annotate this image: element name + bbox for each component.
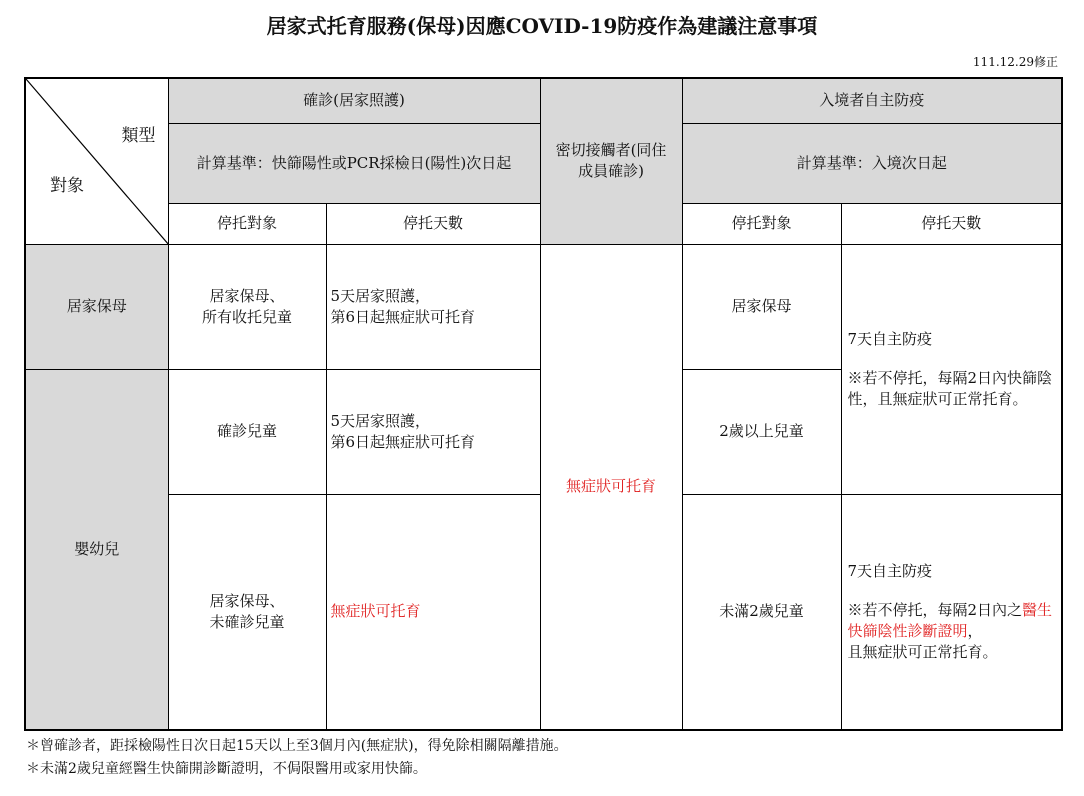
doctor-certificate-text: 醫生快篩陰性診斷證明 [847, 600, 1053, 640]
confirmed-target-cell: 居家保母、 未確診兒童 [168, 494, 326, 730]
entry-group-title: 入境者自主防疫 [682, 78, 1062, 123]
close-contact-title: 密切接觸者(同住成員確診) [540, 78, 682, 244]
entry-target-cell: 居家保母 [682, 244, 841, 369]
confirmed-col-target: 停托對象 [168, 203, 326, 244]
confirmed-target-cell: 居家保母、 所有收托兒童 [168, 244, 326, 369]
entry-col-target: 停托對象 [682, 203, 841, 244]
footnote: ＊未滿2歲兒童經醫生快篩開診斷證明，不侷限醫用或家用快篩。 [26, 761, 427, 777]
corner-header-cell [25, 78, 168, 244]
footnote: ＊曾確診者，距採檢陽性日次日起15天以上至3個月內(無症狀)，得免除相關隔離措施。 [26, 738, 568, 754]
object-label: 對象 [50, 176, 84, 196]
entry-days-cell-a [841, 244, 1062, 494]
row-label-caregiver: 居家保母 [25, 244, 168, 369]
entry-days-b-line2 [848, 600, 1056, 663]
document-title: 居家式托育服務(保母)因應COVID-19防疫作為建議注意事項 [266, 14, 818, 38]
entry-days-a-line1: 7天自主防疫 [847, 329, 933, 348]
confirmed-basis: 計算基準：快篩陽性或PCR採檢日(陽性)次日起 [168, 123, 540, 203]
revision-date: 111.12.29修正 [972, 55, 1058, 69]
confirmed-days-cell: 無症狀可托育 [326, 494, 540, 730]
confirmed-group-title: 確診(居家照護) [168, 78, 540, 123]
confirmed-col-days: 停托天數 [326, 203, 540, 244]
confirmed-target-cell: 確診兒童 [168, 369, 326, 494]
entry-col-days: 停托天數 [841, 203, 1062, 244]
entry-target-cell: 2歲以上兒童 [682, 369, 841, 494]
entry-days-cell-b [841, 494, 1062, 730]
confirmed-days-cell: 5天居家照護， 第6日起無症狀可托育 [326, 244, 540, 369]
entry-days-a-line2: ※若不停托，每隔2日內快篩陰性，且無症狀可正常托育。 [847, 368, 1053, 408]
entry-target-cell: 未滿2歲兒童 [682, 494, 841, 730]
entry-basis: 計算基準：入境次日起 [682, 123, 1062, 203]
entry-days-b-line2-pre: ※若不停托，每隔2日內之 [847, 600, 1023, 619]
guidance-table [24, 77, 1063, 731]
row-label-infant: 嬰幼兒 [25, 369, 168, 730]
diagonal-line [26, 79, 168, 244]
close-contact-value: 無症狀可托育 [540, 244, 682, 730]
type-label: 類型 [121, 126, 156, 146]
entry-days-b-line1: 7天自主防疫 [847, 561, 933, 580]
confirmed-days-cell: 5天居家照護， 第6日起無症狀可托育 [326, 369, 540, 494]
entry-days-b-line2-post: ， 且無症狀可正常托育。 [847, 621, 998, 661]
